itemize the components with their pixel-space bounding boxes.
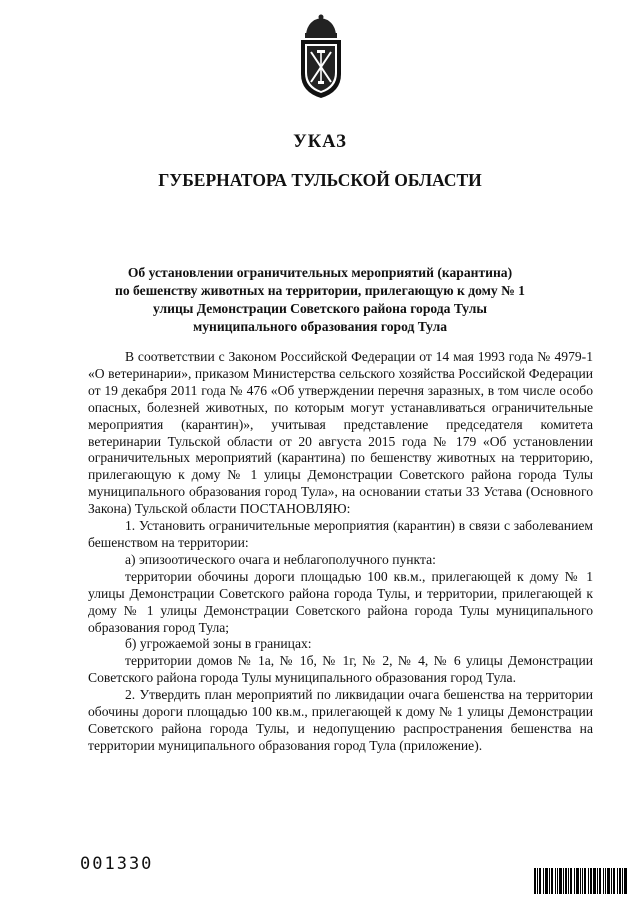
clause-1a-heading: а) эпизоотического очага и неблагополучного пункта: [125,551,436,567]
tula-coat-of-arms-emblem [296,14,346,100]
clause-1-paragraph: 1. Установить ограничительные мероприятия (карантин) в связи с заболеванием бешенством на территории: [88,518,593,550]
serial-number: 001330 [80,854,154,874]
document-heading: УКАЗ [293,132,347,152]
subject-line: улицы Демонстрации Советского района города Тулы [153,301,487,316]
barcode [534,868,627,894]
clause-1a-paragraph: территории обочины дороги площадью 100 кв.м., прилегающей к дому № 1 улицы Демонстрации Советского района города Тулы, и территории, прилегающей к дому № 1 улицы Демонстрации Советского района города Тулы муниципального образования город Тула; [88,568,593,635]
subject-line: муниципального образования город Тула [192,319,448,334]
document-subject [90,264,550,336]
clause-1b-paragraph: территории домов № 1а, № 1б, № 1г, № 2, № 4, № 6 улицы Демонстрации Советского района города Тулы муниципального образования город Тула. [88,653,593,686]
clause-2-paragraph: 2. Утвердить план мероприятий по ликвидации очага бешенства на территории обочины дороги площадью 100 кв.м., прилегающей к дому № 1 улицы Демонстрации Советского района города Тулы, и недопущению распространения бешенства на территории муниципального образования город Тула (приложение). [88,687,593,753]
clause-1b-heading: б) угрожаемой зоны в границах: [125,636,312,652]
subject-line: Об установлении ограничительных мероприятий (карантина) [127,265,513,280]
document-issuer: ГУБЕРНАТОРА ТУЛЬСКОЙ ОБЛАСТИ [158,170,482,190]
document-body [88,349,593,755]
subject-line: по бешенству животных на территории, прилегающую к дому № 1 [115,283,525,298]
preamble-paragraph: В соответствии с Законом Российской Федерации от 14 мая 1993 года № 4979-1 «О ветеринарии», приказом Министерства сельского хозяйства Российской Федерации от 19 декабря 2011 года № 476 «Об утверждении перечня заразных, в том числе особо опасных, болезней животных, по которым могут устанавливаться ограничительные мероприятия (карантин)», учитывая представление председателя комитета ветеринарии Тульской области от 20 августа 2015 года № 179 «Об установлении ограничительных мероприятий (карантина) по бешенству животных на территорию, прилегающую к дому № 1 улицы Демонстрации Советского района города Тулы муниципального образования город Тула», на основании статьи 33 Устава (Основного Закона) Тульской области ПОСТАНОВЛЯЮ: [88,349,593,517]
